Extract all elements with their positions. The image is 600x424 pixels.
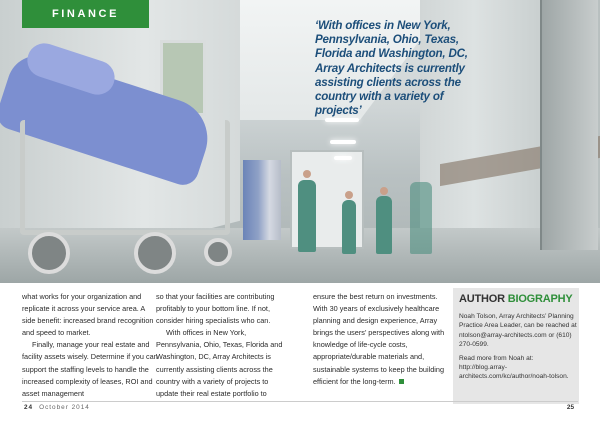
staff-figure [298, 180, 316, 252]
author-bio-text [459, 312, 577, 386]
staff-figure [376, 196, 392, 254]
page-number-left: 24 [24, 404, 34, 411]
gurney-wheel [134, 232, 176, 274]
author-bio: Noah Tolson, Array Architects’ Planning Practice Area Leader, can be reached at ntolson@array-architects.com or (610) 270-0599. [459, 313, 577, 349]
staff-figure [410, 182, 432, 254]
staff-figure [342, 200, 356, 254]
author-biography-box [453, 288, 579, 404]
gurney-wheel [28, 232, 70, 274]
author-box-title [459, 293, 573, 305]
author-more-link[interactable]: Read more from Noah at: http://blog.array-architects.com/kc/author/noah-tolson. [459, 354, 569, 381]
paragraph: what works for your organization and replicate it across your service area. A side benefit: increased brand recognition and speed to market. [22, 292, 154, 338]
end-mark-icon [399, 379, 404, 384]
author-title-part2: BIOGRAPHY [507, 293, 573, 305]
section-tab [22, 0, 149, 28]
page-number-right: 25 [566, 404, 574, 411]
paragraph [313, 291, 449, 388]
body-column-1 [22, 291, 160, 400]
ceiling-light [334, 156, 352, 160]
section-label: FINANCE [51, 8, 120, 20]
right-door [540, 0, 598, 250]
paragraph: so that your facilities are contributing profitably to your bottom line. If not, consider hiring specialists who can. [156, 292, 275, 326]
paragraph: With offices in New York, Pennsylvania, Ohio, Texas, Florida and Washington, DC, Array Architects is currently assisting clients across the country with a variety of projects to update their real estate portfolio to [156, 328, 283, 398]
footer-rule [22, 401, 578, 402]
paragraph-text: ensure the best return on investments. With 30 years of exclusively healthcare planning and design experience, Array brings the users’ perspectives along with knowledge of life-cycle costs, appropriate/durable materials and, sustainable systems to keep the building efficient for the long-term. [313, 292, 445, 386]
gurney-frame [20, 120, 230, 235]
paragraph: Finally, manage your real estate and facility assets wisely. Determine if you can support the staffing levels to handle the increased complexity of leases, ROI and asset management [22, 340, 158, 398]
privacy-curtain [243, 160, 281, 240]
staff-head [303, 170, 311, 178]
ceiling-light [325, 118, 359, 122]
pull-quote: ‘With offices in New York, Pennsylvania, Ohio, Texas, Florida and Washington, DC, Array Architects is currently assisting clients across the country with a variety of projects’ [315, 19, 468, 118]
gurney-wheel [204, 238, 232, 266]
staff-head [345, 191, 353, 199]
author-title-part1: AUTHOR [459, 293, 505, 305]
staff-head [380, 187, 388, 195]
folio-left [24, 404, 90, 411]
issue-date: October 2014 [39, 404, 90, 411]
body-column-2 [156, 291, 289, 400]
ceiling-light [330, 140, 356, 144]
body-column-3 [313, 291, 449, 388]
